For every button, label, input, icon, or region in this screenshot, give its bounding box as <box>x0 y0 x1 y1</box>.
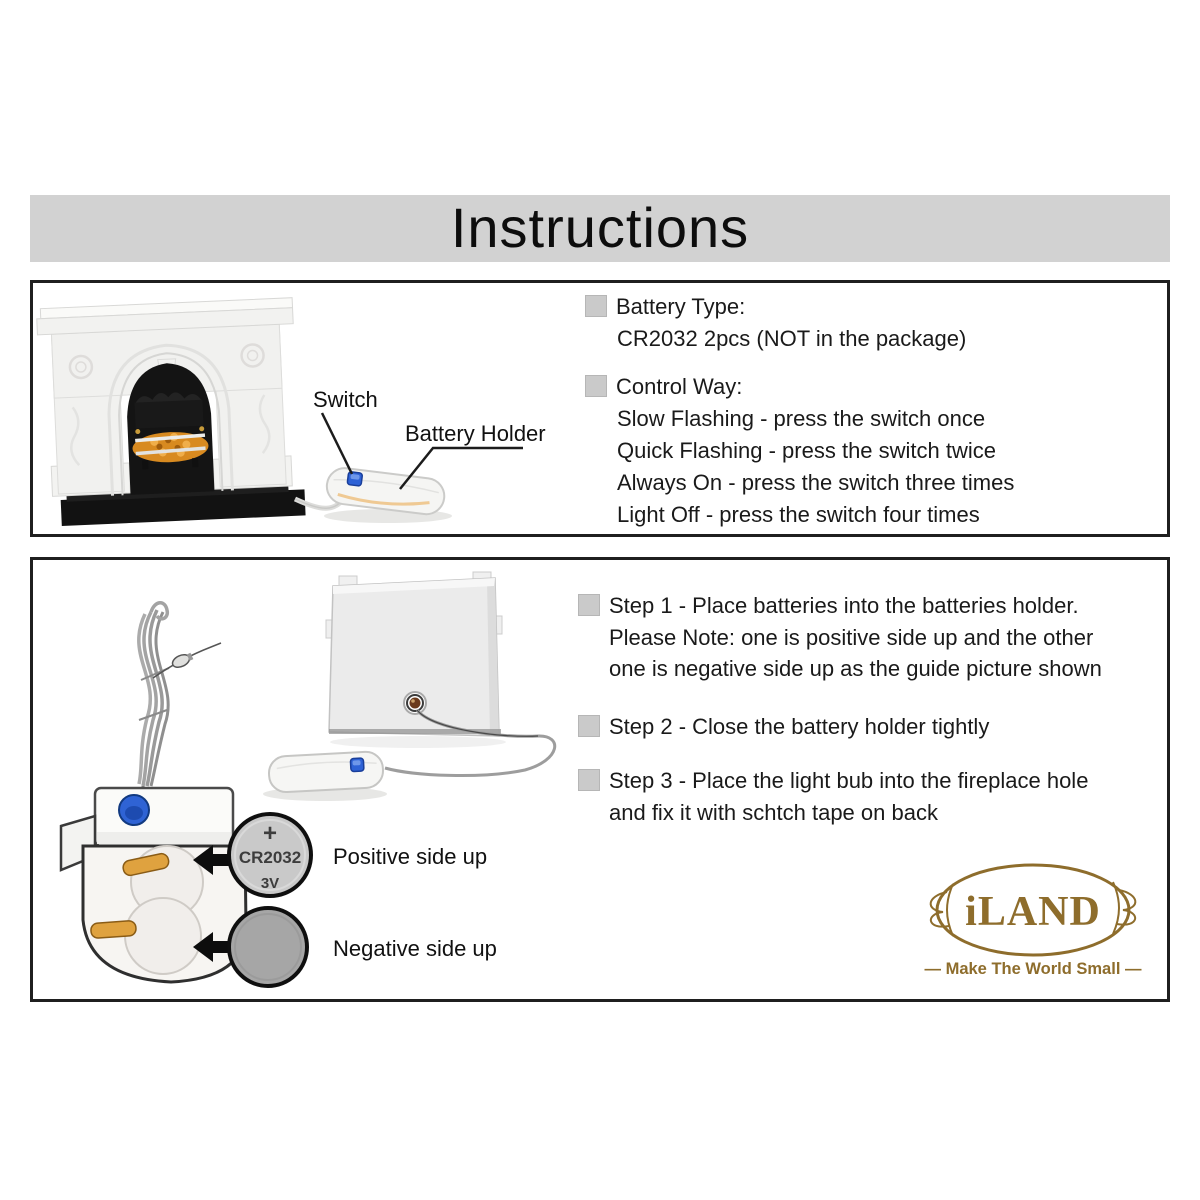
battery-model-text: CR2032 <box>238 848 302 867</box>
battery-type-row <box>585 291 1155 323</box>
battery-contact-icon <box>90 920 136 938</box>
bullet-square-icon <box>578 715 600 737</box>
switch-callout-label: Switch <box>313 387 378 412</box>
wire-coil-illustration <box>139 603 221 786</box>
control-way-item: Always On - press the switch three times <box>617 470 1015 495</box>
control-way-heading: Control Way: <box>616 374 743 399</box>
control-way-item: Light Off - press the switch four times <box>617 502 980 527</box>
control-way-row <box>585 371 1155 403</box>
battery-holder-callout-label: Battery Holder <box>405 421 546 446</box>
page-title: Instructions <box>450 196 750 259</box>
step-2 <box>578 711 1163 743</box>
fireplace-illustration <box>36 298 305 527</box>
step-3-line: Step 3 - Place the light bub into the fireplace hole <box>609 768 1089 793</box>
brand-logo <box>903 852 1173 992</box>
positive-battery-icon <box>229 814 311 896</box>
switch-leader-line <box>322 413 352 474</box>
steps-panel <box>30 557 1170 1002</box>
step-3 <box>578 765 1163 828</box>
negative-side-label: Negative side up <box>333 936 497 961</box>
step-1 <box>578 590 1163 685</box>
closed-battery-holder-illustration <box>263 751 387 801</box>
negative-battery-icon <box>229 908 307 986</box>
brand-tagline-text: — Make The World Small — <box>924 960 1142 978</box>
brand-name-text: iLAND <box>965 889 1101 935</box>
bullet-square-icon <box>585 375 607 397</box>
bullet-square-icon <box>578 769 600 791</box>
battery-holder-illustration <box>324 466 452 523</box>
step-3-line: and fix it with schtch tape on back <box>609 799 938 825</box>
battery-info-column <box>585 291 1155 531</box>
step-1-line: Step 1 - Place batteries into the batteries holder. <box>609 593 1079 618</box>
positive-plus-sign: + <box>262 820 278 847</box>
control-way-item: Slow Flashing - press the switch once <box>617 406 986 431</box>
bullet-square-icon <box>585 295 607 317</box>
fireplace-back-illustration <box>326 572 506 748</box>
battery-voltage-text: 3V <box>260 875 280 892</box>
positive-side-label: Positive side up <box>333 844 488 869</box>
steps-column <box>578 590 1163 828</box>
light-bulb-in-hole-icon <box>410 698 421 709</box>
battery-info-panel <box>30 280 1170 537</box>
step-2-line: Step 2 - Close the battery holder tightly <box>609 713 990 739</box>
header-banner <box>30 195 1170 262</box>
battery-type-detail: CR2032 2pcs (NOT in the package) <box>617 326 967 351</box>
control-way-item: Quick Flashing - press the switch twice <box>617 438 997 463</box>
battery-type-heading: Battery Type: <box>616 294 746 319</box>
bullet-square-icon <box>578 594 600 616</box>
step-1-line: Please Note: one is positive side up and the other <box>609 624 1094 650</box>
step-1-line: one is negative side up as the guide picture shown <box>609 656 1102 681</box>
